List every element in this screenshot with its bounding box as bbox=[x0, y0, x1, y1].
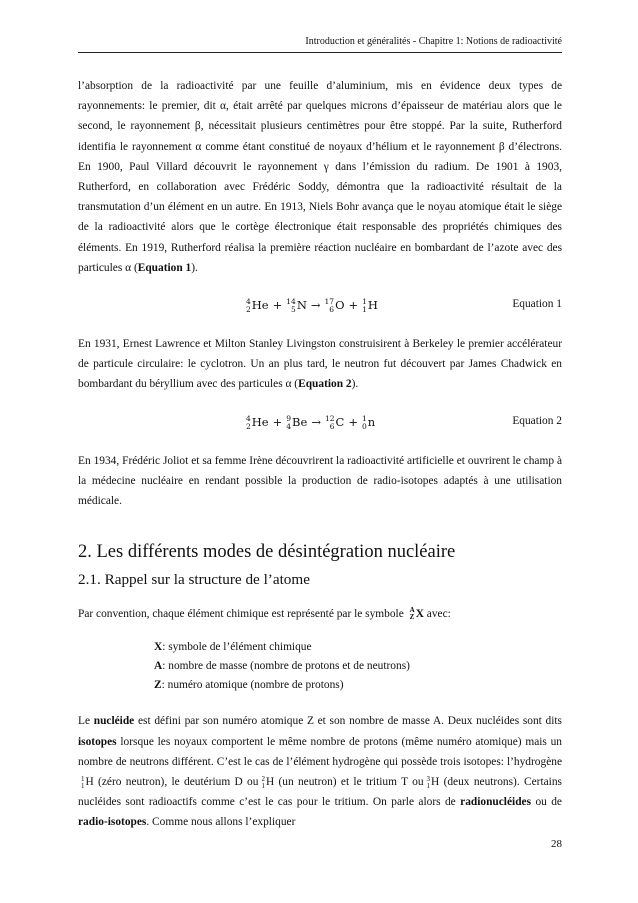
definition-list bbox=[154, 638, 562, 695]
atomic-number: 1 bbox=[426, 782, 431, 791]
element-symbol: O bbox=[335, 298, 345, 313]
equation-2 bbox=[78, 413, 562, 433]
paragraph-history-end: ). bbox=[191, 261, 198, 274]
element-symbol: He bbox=[251, 414, 269, 429]
term-radionucleides: radionucléides bbox=[460, 796, 532, 809]
header-rule bbox=[78, 52, 562, 53]
nuclide bbox=[246, 298, 269, 314]
paragraph-cyclotron-end: ). bbox=[351, 378, 359, 391]
page-number: 28 bbox=[551, 838, 562, 850]
paragraph-history bbox=[78, 76, 562, 278]
operator: + bbox=[348, 298, 359, 313]
equation-1 bbox=[78, 296, 562, 316]
mass-number: 14 bbox=[286, 297, 296, 307]
definition-text: : numéro atomique (nombre de protons) bbox=[161, 679, 344, 692]
definition-key: X bbox=[154, 641, 163, 654]
mass-number: 2 bbox=[261, 774, 265, 783]
text-run: . Comme nous allons l’expliquer bbox=[146, 816, 296, 829]
equation-1-ref: Equation 1 bbox=[137, 261, 192, 274]
mass-number: 4 bbox=[246, 413, 251, 423]
nuclide bbox=[362, 415, 375, 431]
text-run: est défini par son numéro atomique Z et son nombre de masse A. Deux nucléides sont dits bbox=[134, 715, 562, 728]
element-symbol: n bbox=[367, 414, 376, 429]
mass-number: 3 bbox=[426, 774, 431, 783]
text-run: Le bbox=[78, 715, 94, 728]
mass-number: 1 bbox=[81, 774, 85, 783]
equation-2-formula bbox=[246, 415, 375, 431]
subsection-heading: 2.1. Rappel sur la structure de l’atome bbox=[78, 571, 310, 589]
text-run: H (zéro neutron), le deutérium D ou bbox=[85, 776, 259, 789]
notation-a: A bbox=[409, 606, 415, 615]
atomic-number: 6 bbox=[329, 421, 335, 431]
term-radio-isotopes: radio-isotopes bbox=[78, 816, 147, 829]
element-symbol: He bbox=[251, 298, 269, 313]
nuclide-notation bbox=[410, 607, 415, 621]
page-body bbox=[78, 76, 562, 833]
element-symbol: H bbox=[367, 298, 378, 313]
element-symbol: C bbox=[335, 414, 345, 429]
element-symbol: Be bbox=[292, 414, 308, 429]
operator: → bbox=[311, 414, 321, 429]
mass-number: 12 bbox=[324, 413, 335, 423]
mass-number: 9 bbox=[286, 413, 292, 423]
equation-1-formula bbox=[246, 298, 378, 314]
operator: → bbox=[310, 298, 321, 313]
paragraph-history-text: l’absorption de la radioactivité par une feuille d’aluminium, mis en évidence deux types de rayonnements: le premier, dit α, était arrêté par quelques microns d’épaisseur de matériau alors que le second, le rayonnement β, nécessitait plusieurs centimètres pour être stoppé. Par la suite, Rutherford identifia le rayonnement α comme étant constitué de noyaux d’hélium et le rayonnement β d’électrons. En 1900, Paul Villard découvrit le rayonnement γ dans l’émission du radium. De 1901 à 1903, Rutherford, en collaboration avec Frédéric Soddy, démontra que la radioactivité résultait de la transmutation d’un élément en un autre. En 1913, Niels Bohr avança que le noyau atomique était le siège de la radioactivité alors que le cortège électronique était responsable des propriétés chimiques des éléments. En 1919, Rutherford réalisa la première réaction nucléaire en bombardant de l’azote avec des particules α ( bbox=[78, 80, 562, 274]
operator: + bbox=[348, 414, 358, 429]
operator: + bbox=[272, 298, 283, 313]
tritium-notation bbox=[427, 776, 431, 791]
nuclide bbox=[246, 415, 269, 431]
term-isotopes: isotopes bbox=[78, 735, 117, 748]
convention-after: avec: bbox=[423, 608, 451, 621]
deuterium-notation bbox=[261, 776, 265, 791]
atomic-number: 0 bbox=[361, 421, 367, 431]
atomic-number: 2 bbox=[246, 421, 251, 431]
atomic-number: 4 bbox=[286, 421, 292, 431]
atomic-number: 1 bbox=[261, 782, 265, 791]
mass-number: 1 bbox=[362, 297, 367, 307]
nuclide bbox=[325, 298, 345, 314]
paragraph-cyclotron bbox=[78, 334, 562, 395]
definition-text: : nombre de masse (nombre de protons et de neutrons) bbox=[162, 660, 410, 673]
paragraph-joliot: En 1934, Frédéric Joliot et sa femme Irène découvrirent la radioactivité artificielle et ouvrirent le champ à la médecine nucléaire en rendant possible la production de radio-isotopes adaptés à une utilisation médicale. bbox=[78, 454, 562, 508]
notation-z: Z bbox=[409, 613, 415, 622]
hydrogen-notation bbox=[81, 776, 85, 791]
nuclide bbox=[325, 415, 344, 431]
atomic-number: 2 bbox=[246, 305, 251, 315]
convention-text: Par convention, chaque élément chimique est représenté par le symbole bbox=[78, 608, 407, 621]
term-nucleide: nucléide bbox=[93, 715, 135, 728]
paragraph-isotopes bbox=[78, 711, 562, 832]
atomic-number: 6 bbox=[329, 305, 335, 315]
text-run: H (deux neutrons). Certains nucléides sont radioactifs comme c’est le cas pour le tritium. On parle alors de bbox=[78, 776, 562, 809]
equation-2-label: Equation 2 bbox=[512, 414, 562, 427]
atomic-number: 1 bbox=[362, 305, 367, 315]
definition-key: Z bbox=[154, 679, 162, 692]
notation-x: X bbox=[415, 608, 424, 621]
definition-item bbox=[154, 676, 562, 695]
paragraph-convention bbox=[78, 604, 562, 624]
nuclide bbox=[362, 298, 378, 314]
atomic-number: 5 bbox=[291, 305, 296, 315]
atomic-number: 1 bbox=[81, 782, 85, 791]
definition-text: : symbole de l’élément chimique bbox=[162, 641, 312, 654]
operator: + bbox=[272, 414, 283, 429]
mass-number: 17 bbox=[324, 297, 335, 307]
mass-number: 4 bbox=[246, 297, 251, 307]
element-symbol: N bbox=[296, 298, 307, 313]
text-run: ou de bbox=[531, 796, 562, 809]
definition-item bbox=[154, 638, 562, 657]
paragraph-cyclotron-text: En 1931, Ernest Lawrence et Milton Stanley Livingston construisirent à Berkeley le premier accélérateur de particule circulaire: le cyclotron. Un an plus tard, le neutron fut découvert par James Chadwick en bombardant du béryllium avec des particules α ( bbox=[78, 338, 562, 391]
definition-key: A bbox=[154, 660, 163, 673]
nuclide bbox=[286, 298, 307, 314]
equation-2-ref: Equation 2 bbox=[298, 378, 352, 391]
text-run: H (un neutron) et le tritium T ou bbox=[265, 776, 424, 789]
mass-number: 1 bbox=[361, 413, 367, 423]
equation-1-label: Equation 1 bbox=[512, 298, 562, 311]
nuclide bbox=[286, 415, 307, 431]
section-heading: 2. Les différents modes de désintégration nucléaire bbox=[78, 542, 456, 563]
definition-item bbox=[154, 657, 562, 676]
text-run: lorsque les noyaux comportent le même nombre de protons (même numéro atomique) mais un nombre de neutrons différent. C’est le cas de l’élément hydrogène qui possède trois isotopes: l’hydrogène bbox=[78, 735, 562, 768]
running-header: Introduction et généralités - Chapitre 1: Notions de radioactivité bbox=[305, 36, 562, 47]
